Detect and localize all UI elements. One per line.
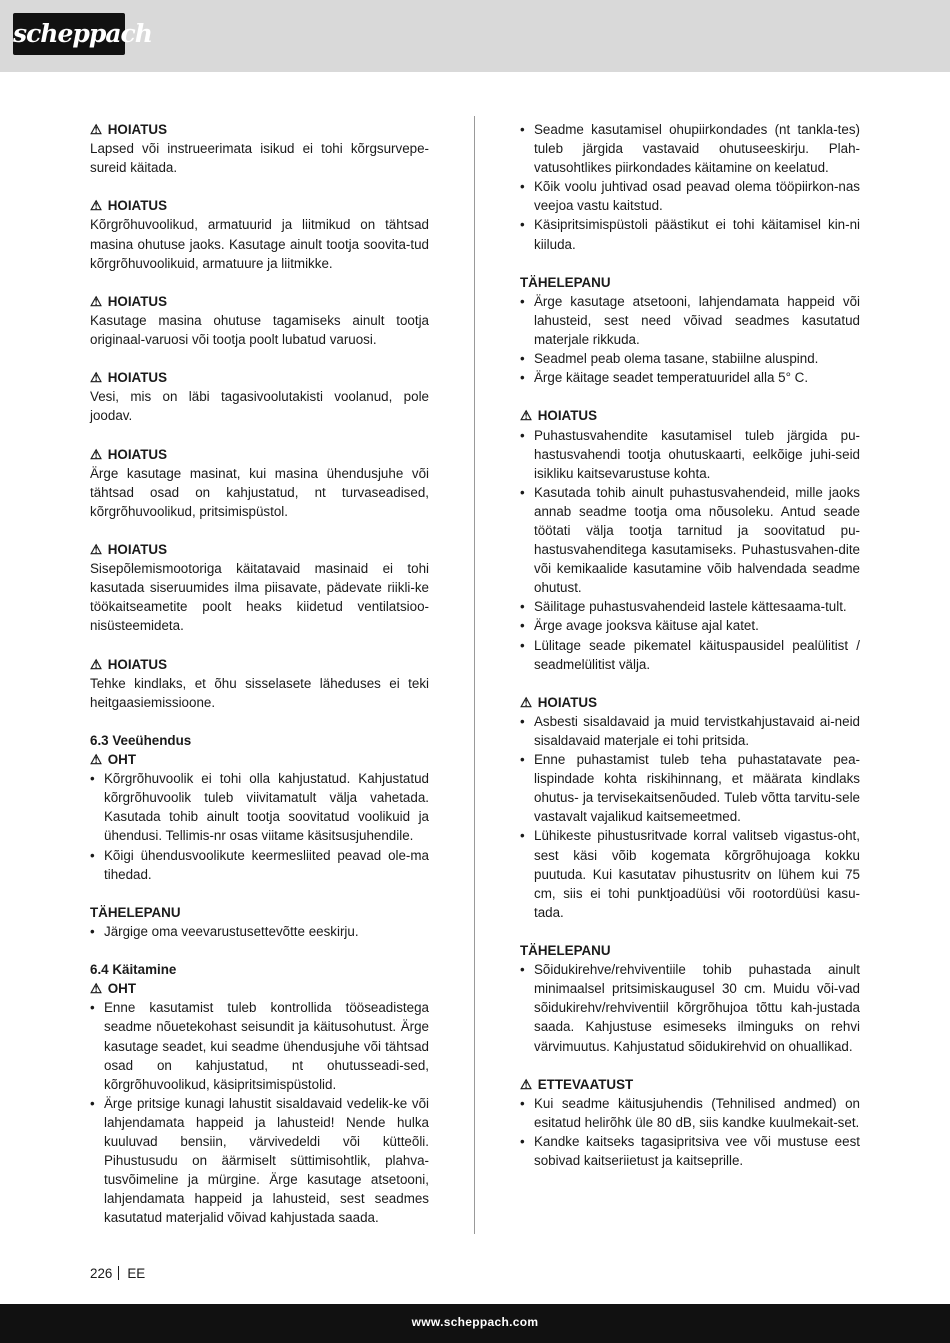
language-code: EE — [127, 1266, 146, 1281]
danger-title: OHT — [107, 752, 136, 768]
warning-text: Tehke kindlaks, et õhu sisselasete läheduses ei teki heitgaasiemissioone. — [90, 675, 429, 710]
warning-icon: ⚠ — [90, 446, 103, 462]
bullet-list — [90, 998, 429, 1227]
warning-text: Lapsed või instrueerimata isikud ei tohi kõrgsurvepe-sureid käitada. — [90, 141, 429, 176]
warning-icon: ⚠ — [90, 293, 103, 309]
warning-block — [90, 120, 429, 177]
bullet-list — [520, 1094, 860, 1170]
list-item: • Käsipritsimispüstoli päästikut ei tohi käitamisel kin-ni kiiluda. — [520, 215, 860, 253]
warning-title: HOIATUS — [107, 293, 167, 309]
bullet-list — [90, 769, 429, 884]
continued-list — [520, 120, 860, 254]
note-block — [520, 941, 860, 1056]
list-item: • Kandke kaitseks tagasipritsiva vee või mustuse eest sobivad kaitseriietust ja kaitseprille. — [520, 1132, 860, 1170]
scheppach-logo: scheppach — [13, 13, 125, 55]
warning-text: Sisepõlemismootoriga käitatavaid masinaid ei tohi kasutada siseruumides ilma piisavate, pädevate riikli-ke töökaitseametite poolt heaks kiidetud ventilatsioo-nisüsteemideta. — [90, 561, 429, 634]
right-column — [520, 120, 860, 1189]
bullet-list — [520, 292, 860, 387]
list-item: • Puhastusvahendite kasutamisel tuleb järgida pu-hastusvahendi tootja ohutuskaarti, eelkõige juhi-seid isikliku kaitsevarustuse kohta. — [520, 426, 860, 483]
list-item: • Lühikeste pihustusritvade korral valitseb vigastus-oht, sest käsi võib kogemata kõrgrõhujoaga kokku puutuda. Kui kasutatav pihustusritv on lühem kui 75 cm, siis ei tohi punktjoadüüsi või rootordüüsi kasu-tada. — [520, 826, 860, 921]
note-block — [520, 273, 860, 388]
warning-icon: ⚠ — [520, 694, 533, 710]
bullet-list — [520, 712, 860, 922]
bullet-list — [520, 120, 860, 254]
danger-title: OHT — [107, 981, 136, 997]
warning-icon: ⚠ — [520, 1076, 533, 1092]
list-item: • Enne kasutamist tuleb kontrollida tööseadistega seadme nõuetekohast seisundit ja käitusohutust. Ärge kasutage seadet, kui seadme ühendusjuhe või tähtsad osad on kahjustatud, nt ohutusseadi-sed, kõrgrõhuvoolikud, käsipritsimispüstolid. — [90, 998, 429, 1093]
note-heading: TÄHELEPANU — [520, 274, 611, 290]
warning-icon: ⚠ — [520, 408, 533, 424]
bullet-list — [520, 426, 860, 674]
section-heading: 6.3 Veeühendus — [90, 733, 192, 748]
caution-block — [520, 1075, 860, 1170]
warning-icon: ⚠ — [90, 198, 103, 214]
section-heading: 6.4 Käitamine — [90, 962, 177, 978]
footer-separator — [118, 1266, 119, 1280]
warning-icon: ⚠ — [90, 752, 103, 768]
page-header — [0, 0, 950, 72]
warning-text: Vesi, mis on läbi tagasivoolutakisti voolanud, pole joodav. — [90, 389, 429, 424]
list-item: • Ärge käitage seadet temperatuuridel alla 5° C. — [520, 368, 860, 387]
list-item: • Seadme kasutamisel ohupiirkondades (nt tankla-tes) tuleb järgida vastavaid ohutuseeskirju. Plah-vatusohtlikes piirkondades käitamine on keelatud. — [520, 120, 860, 177]
warning-text: Ärge kasutage masinat, kui masina ühendusjuhe või tähtsad osad on kahjustatud, nt turvaseadised, kõrgrõhuvoolikud, pritsimispüstol. — [90, 465, 429, 519]
list-item: • Kõigi ühendusvoolikute keermesliited peavad ole-ma tihedad. — [90, 846, 429, 884]
warning-block — [90, 445, 429, 521]
list-item: • Säilitage puhastusvahendeid lastele kättesaama-tult. — [520, 597, 860, 616]
left-column — [90, 120, 429, 1247]
note-block — [90, 903, 429, 941]
list-item: • Ärge avage jooksva käituse ajal katet. — [520, 616, 860, 635]
section-operation — [90, 960, 429, 1227]
warning-title: HOIATUS — [537, 694, 597, 710]
list-item: • Sõidukirehve/rehviventiile tohib puhastada ainult minimaalsel pritsimiskaugusel 30 cm. Muidu või-vad sõidukirehv/rehviventiil kõrgrõhujoa tõttu kah-justada saada. Kahjustuse esimeseks ilminguks on rehvi värvimuutus. Kahjustatud sõidukirehvid on ohuallikad. — [520, 960, 860, 1055]
warning-block — [90, 368, 429, 425]
warning-block — [90, 196, 429, 272]
list-item: • Kõik voolu juhtivad osad peavad olema tööpiirkon-nas veejoa vastu kaitstud. — [520, 177, 860, 215]
warning-title: HOIATUS — [107, 542, 167, 558]
warning-title: HOIATUS — [107, 370, 167, 386]
website-link[interactable]: www.scheppach.com — [411, 1315, 539, 1329]
bullet-list — [90, 922, 429, 941]
warning-text: Kasutage masina ohutuse tagamiseks ainult tootja originaal-varuosi või tootja poolt lubatud varuosi. — [90, 312, 429, 348]
list-item: • Järgige oma veevarustusettevõtte eeskirju. — [90, 922, 429, 941]
page-footer-info — [90, 1265, 145, 1283]
warning-title: HOIATUS — [107, 198, 167, 214]
list-item: • Seadmel peab olema tasane, stabiilne aluspind. — [520, 349, 860, 368]
warning-title: HOIATUS — [107, 656, 167, 672]
list-item: • Asbesti sisaldavaid ja muid tervistkahjustavaid ai-neid sisaldavaid materjale ei tohi pritsida. — [520, 712, 860, 750]
warning-text: Kõrgrõhuvoolikud, armatuurid ja liitmikud on tähtsad masina ohutuse jaoks. Kasutage ainult tootja soovita-tud kõrgrõhuvoolikuid, armatuure ja liitmikke. — [90, 217, 429, 271]
warning-icon: ⚠ — [90, 981, 103, 997]
list-item: • Ärge kasutage atsetooni, lahjendamata happeid või lahusteid, sest need võivad seadmes kasutatud materjale rikkuda. — [520, 292, 860, 349]
warning-block — [90, 655, 429, 712]
footer-bar — [0, 1304, 950, 1343]
list-item: • Enne puhastamist tuleb teha puhastatavate pea-lispindade kohta riskihinnang, et määrata kindlaks ohutus- ja tervisekaitsenõuded. Tuleb võtta tarvitu-sele vastavalt vajalikud kaitsemeetmed. — [520, 750, 860, 826]
note-heading: TÄHELEPANU — [520, 943, 611, 959]
list-item: • Ärge pritsige kunagi lahustit sisaldavaid vedelik-ke või lahjendamata happeid ja lahusteid! Nende hulka kuuluvad bensiin, värvivedeldi või kütteõli. Pihustusudu on äärmiselt süttimisohtlik, plahva-tusvõimeline ja mürgine. Ärge kasutage atsetooni, lahjendamata happeid ja lahusteid, sest seadmes kasutatud materjalid võivad kahjustada saada. — [90, 1094, 429, 1228]
section-water-connection — [90, 731, 429, 884]
warning-title: HOIATUS — [537, 408, 597, 424]
warning-block — [90, 540, 429, 635]
warning-block — [520, 693, 860, 922]
warning-icon: ⚠ — [90, 122, 103, 137]
list-item: • Kui seadme käitusjuhendis (Tehnilised andmed) on esitatud helirõhk üle 80 dB, siis kandke kuulmekait-set. — [520, 1094, 860, 1132]
column-divider — [474, 116, 475, 1234]
note-heading: TÄHELEPANU — [90, 904, 181, 920]
warning-title: HOIATUS — [107, 122, 167, 137]
warning-icon: ⚠ — [90, 370, 103, 386]
list-item: • Lülitage seade pikematel käituspausidel pealülitist / seadmelülitist välja. — [520, 636, 860, 674]
list-item: • Kasutada tohib ainult puhastusvahendeid, mille jaoks annab seadme tootja oma nõusoleku. Antud seade töötati välja tootja tarnitud ja soovitatud pu-hastusvahenditega kasutamiseks. Puhastusvahen-dite või kemikaalide kasutamine võib halvendada seadme ohutust. — [520, 483, 860, 598]
bullet-list — [520, 960, 860, 1055]
page-number: 226 — [90, 1266, 113, 1281]
list-item: • Kõrgrõhuvoolik ei tohi olla kahjustatud. Kahjustatud kõrgrõhuvoolik tuleb viivitamatult välja vahetada. Kasutada tohib ainult tootja soovitatud voolikuid ja ühendusi. Tellimis-nr osas viitame käsitsusjuhendile. — [90, 769, 429, 845]
warning-block — [520, 406, 860, 673]
warning-icon: ⚠ — [90, 542, 103, 558]
warning-icon: ⚠ — [90, 656, 103, 672]
warning-title: HOIATUS — [107, 446, 167, 462]
warning-block — [90, 292, 429, 349]
caution-title: ETTEVAATUST — [537, 1076, 634, 1092]
